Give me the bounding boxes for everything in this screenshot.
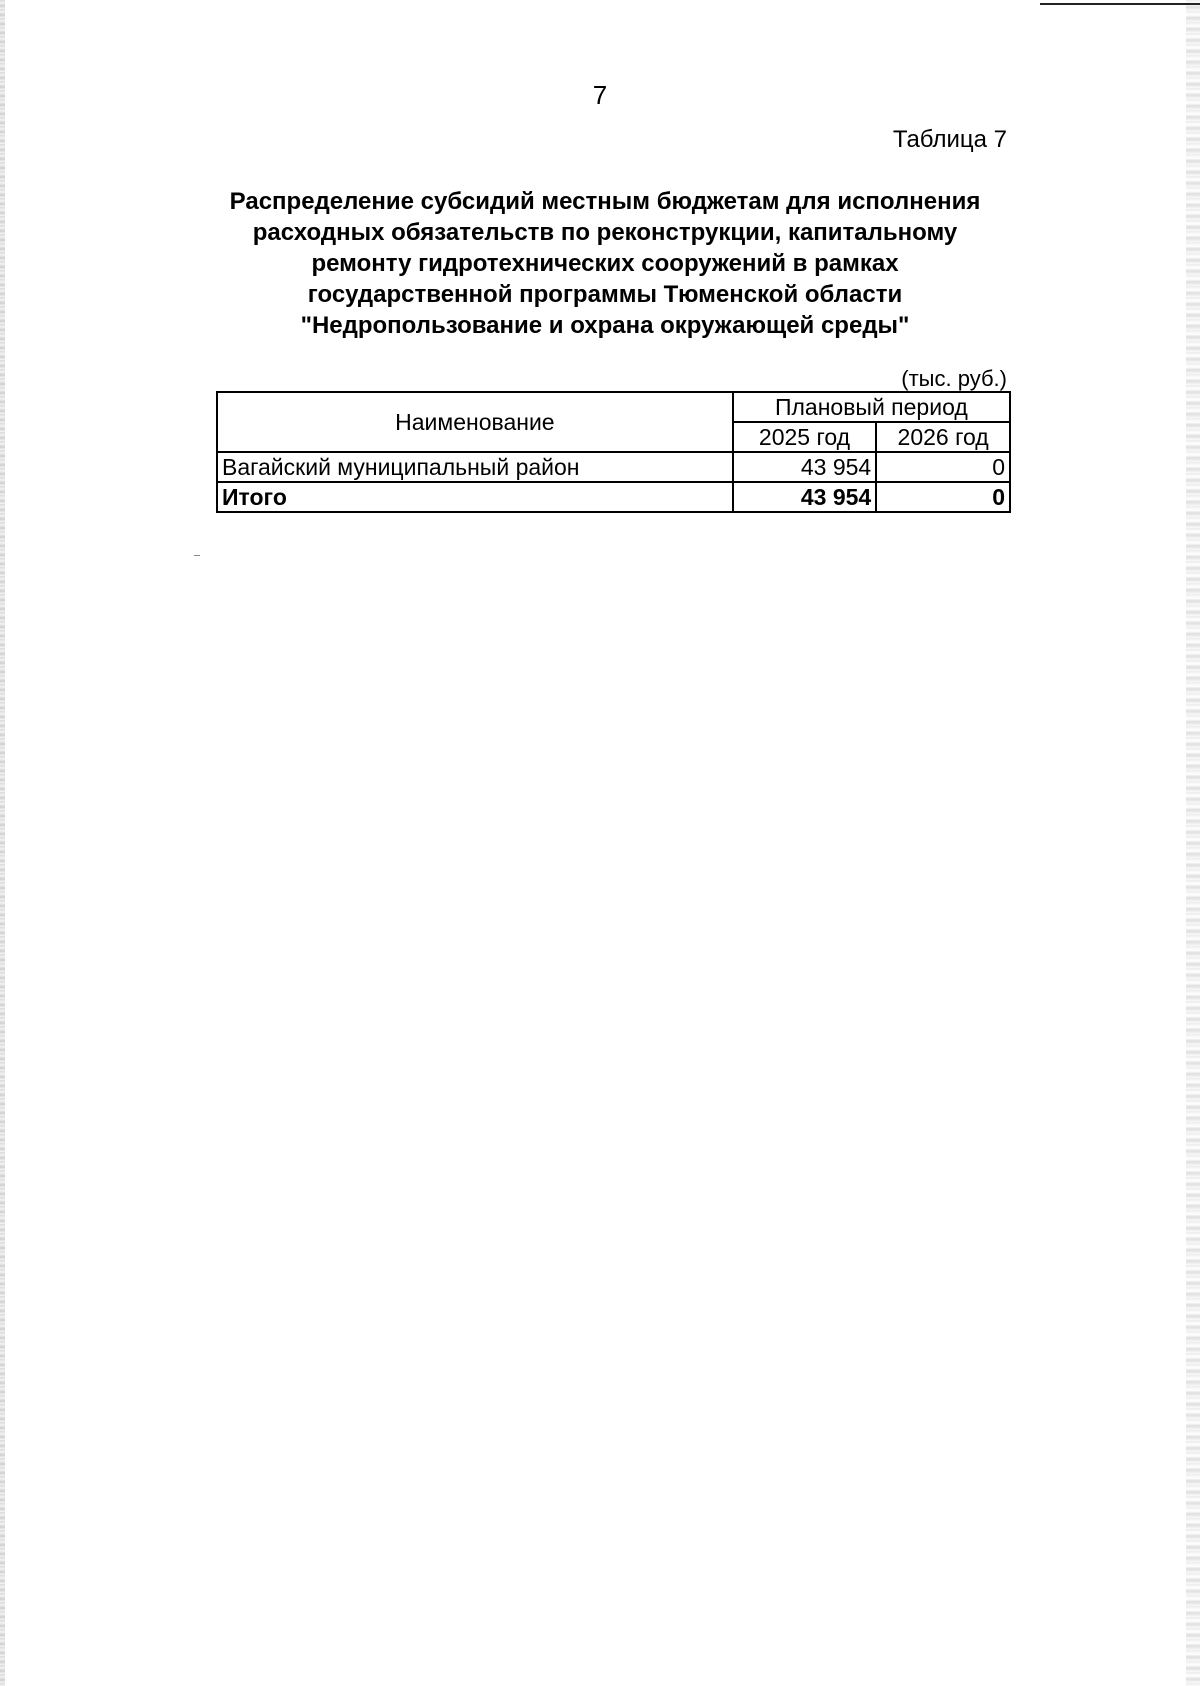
scan-edge-left [0,0,5,1686]
table-row [217,452,1010,482]
total-name: Итого [217,482,733,512]
scan-edge-right [1186,0,1200,1686]
table-label: Таблица 7 [892,126,1007,153]
total-value-2025: 43 954 [733,482,876,512]
header-planned-period: Плановый период [733,392,1010,422]
subsidy-table [216,391,1011,513]
title-line: Распределение субсидий местным бюджетам для исполнения [229,188,981,215]
row-name: Вагайский муниципальный район [217,452,733,482]
table-header-row [217,392,1010,422]
header-name: Наименование [217,392,733,452]
scan-speck [194,555,200,556]
units-label: (тыс. руб.) [901,366,1007,391]
title-line: "Недропользование и охрана окружающей среды" [300,312,910,339]
title-line: расходных обязательств по реконструкции, капитальному [252,219,958,246]
row-value-2026: 0 [876,452,1010,482]
row-value-2025: 43 954 [733,452,876,482]
page-number: 7 [592,80,608,110]
header-year-2025: 2025 год [733,422,876,452]
document-title [190,186,1020,341]
total-value-2026: 0 [876,482,1010,512]
header-year-2026: 2026 год [876,422,1010,452]
table-total-row [217,482,1010,512]
title-line: государственной программы Тюменской области [307,281,903,308]
scan-top-rule [1040,3,1200,5]
title-line: ремонту гидротехнических сооружений в рамках [311,250,899,277]
